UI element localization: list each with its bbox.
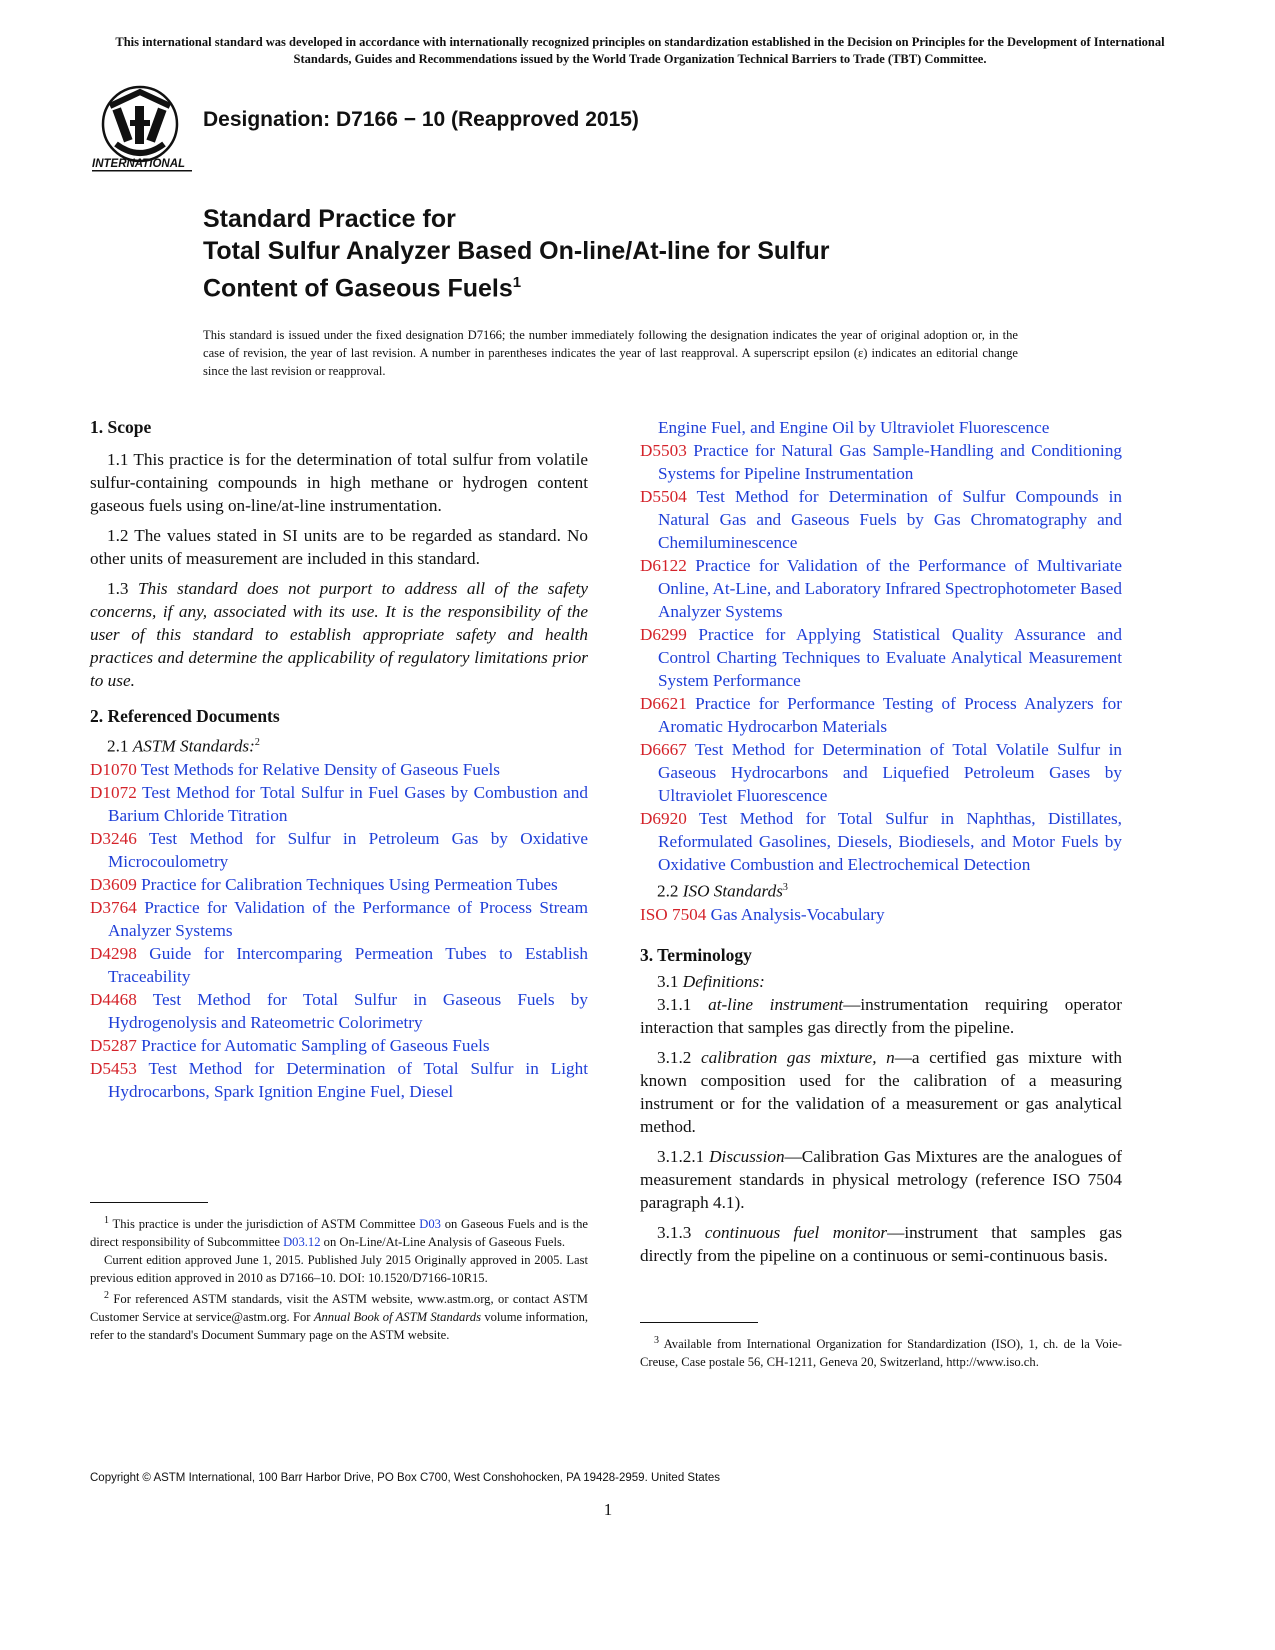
wto-notice: This international standard was developed in accordance with internationally recognized principles on standardization established in the Decision on Principles for the Development of International Standards, Guides and Recommendations issued by the World Trade Organization Technical Barriers to Trade (TBT) Committee.	[115, 35, 1165, 66]
reference-title[interactable]: Test Method for Total Sulfur in Gaseous Fuels by Hydrogenolysis and Rateometric Colorimetry	[108, 989, 588, 1032]
reference-title[interactable]: Practice for Calibration Techniques Using Permeation Tubes	[141, 874, 558, 894]
reference-d5287[interactable]	[90, 1034, 588, 1057]
title-line-3: Content of Gaseous Fuels$^1$	[203, 274, 522, 303]
reference-title[interactable]: Test Method for Determination of Sulfur Compounds in Natural Gas and Gaseous Fuels by Gas Chromatography and Chemiluminescence	[658, 487, 1122, 552]
reference-code[interactable]: D3246	[90, 828, 137, 848]
title-footnote-marker[interactable]: 1	[512, 274, 522, 291]
reference-iso-7504[interactable]: ISO 7504 Gas Analysis-Vocabulary	[640, 904, 885, 924]
link-d03-12[interactable]: D03.12	[283, 1235, 321, 1250]
section-referenced-heading: 2. Referenced Documents	[90, 706, 280, 726]
reference-title[interactable]: Test Method for Total Sulfur in Fuel Gases by Combustion and Barium Chloride Titration	[108, 782, 588, 825]
scope-1-1: 1.1 This practice is for the determination of total sulfur from volatile sulfur-containing compounds in high methane or hydrogen content gaseous fuels using on-line/at-line instrumentation.	[90, 450, 588, 515]
iso-standards-label: 2.2 ISO Standards$^3$	[657, 881, 788, 901]
reference-title[interactable]: Test Method for Determination of Total Sulfur in Light Hydrocarbons, Spark Ignition Engine Fuel, Diesel	[108, 1058, 588, 1101]
reference-code[interactable]: D5504	[640, 487, 687, 506]
reference-title[interactable]: Test Methods for Relative Density of Gaseous Fuels	[140, 759, 500, 779]
right-reference-list	[640, 439, 1122, 876]
reference-code[interactable]: D5453	[90, 1058, 137, 1078]
reference-d3246[interactable]	[90, 827, 588, 873]
issued-note: This standard is issued under the fixed designation D7166; the number immediately following the designation indicates the year of original adoption or, in the case of revision, the year of last revision. A number in parentheses indicates the year of last reapproval. A superscript epsilon (ε) indicates an editorial change since the last revision or reapproval.	[203, 328, 1018, 378]
reference-title[interactable]: Test Method for Total Sulfur in Naphthas, Distillates, Reformulated Gasolines, Diesels, Biodiesels, and Motor Fuels by Oxidative Combustion and Electrochemical Detection	[658, 809, 1122, 874]
reference-d6667[interactable]	[640, 738, 1122, 807]
reference-d6299[interactable]	[640, 623, 1122, 692]
reference-code[interactable]: D3764	[90, 897, 137, 917]
reference-title[interactable]: Guide for Intercomparing Permeation Tubes to Establish Traceability	[108, 943, 588, 986]
reference-title[interactable]: Practice for Performance Testing of Process Analyzers for Aromatic Hydrocarbon Materials	[658, 694, 1122, 736]
copyright-footer: Copyright © ASTM International, 100 Barr Harbor Drive, PO Box C700, West Conshohocken, PA 19428-2959. United States	[90, 1472, 721, 1484]
title-line-1: Standard Practice for	[203, 205, 456, 233]
reference-code[interactable]: D5287	[90, 1035, 137, 1055]
reference-title[interactable]: Test Method for Sulfur in Petroleum Gas by Oxidative Microcoulometry	[108, 828, 588, 871]
reference-d6621[interactable]	[640, 692, 1122, 738]
astm-standards-label: 2.1 ASTM Standards:$^2$	[107, 736, 260, 756]
astm-logo	[88, 84, 200, 180]
reference-code[interactable]: D6299	[640, 625, 687, 644]
astm-logo-icon	[88, 84, 200, 180]
reference-title[interactable]: Practice for Automatic Sampling of Gaseous Fuels	[141, 1035, 490, 1055]
reference-title[interactable]: Practice for Validation of the Performance of Multivariate Online, At-Line, and Laboratory Infrared Spectrophotometer Based Analyzer Systems	[658, 556, 1122, 621]
footnote-2: $^2$ For referenced ASTM standards, visit the ASTM website, www.astm.org, or contact ASTM Customer Service at service@astm.org. For Annual Book of ASTM Standards volume information, refer to the standard's Document Summary page on the ASTM website.	[90, 1290, 589, 1343]
reference-code[interactable]: D1070	[90, 759, 137, 779]
reference-d6920[interactable]	[640, 807, 1122, 876]
section-scope-heading: 1. Scope	[90, 417, 152, 437]
left-reference-list	[90, 758, 588, 1103]
reference-d6122[interactable]	[640, 554, 1122, 623]
reference-d5504[interactable]	[640, 485, 1122, 554]
reference-code[interactable]: D6667	[640, 740, 687, 759]
designation: Designation: D7166 − 10 (Reapproved 2015)	[203, 108, 639, 131]
footnote-1-edition: Current edition approved June 1, 2015. Published July 2015 Originally approved in 2005. Last previous edition approved in 2010 as D7166–10. DOI: 10.1520/D7166-10R15.	[90, 1253, 588, 1286]
link-d03[interactable]: D03	[419, 1217, 441, 1232]
reference-d5453-continued[interactable]: Engine Fuel, and Engine Oil by Ultraviolet Fluorescence	[658, 418, 1050, 437]
footnote-3: $^3$ Available from International Organization for Standardization (ISO), 1, ch. de la Voie-Creuse, Case postale 56, CH-1211, Geneva 20, Switzerland, http://www.iso.ch.	[640, 1335, 1122, 1370]
reference-d3609[interactable]	[90, 873, 588, 896]
reference-d5503[interactable]	[640, 439, 1122, 485]
term-calibration-gas-mixture: 3.1.2 calibration gas mixture, n—a certified gas mixture with known composition used for the calibration of a measuring instrument or for the validation of a measurement or gas analytical method.	[640, 1047, 1122, 1136]
reference-code[interactable]: D6122	[640, 556, 687, 575]
reference-d1070[interactable]	[90, 758, 588, 781]
definitions-label: 3.1 Definitions:	[657, 971, 765, 991]
reference-title[interactable]: Test Method for Determination of Total Volatile Sulfur in Gaseous Hydrocarbons and Liquefied Petroleum Gases by Ultraviolet Fluorescence	[658, 740, 1122, 805]
scope-1-3: 1.3 This standard does not purport to address all of the safety concerns, if any, associated with its use. It is the responsibility of the user of this standard to establish appropriate safety and health practices and determine the applicability of regulatory limitations prior to use.	[90, 579, 589, 690]
reference-d5453[interactable]	[90, 1057, 588, 1103]
right-footnotes	[640, 1322, 1122, 1371]
footnote-1: $^1$ This practice is under the jurisdiction of ASTM Committee D03 on Gaseous Fuels and is the direct responsibility of Subcommittee D03.12 on On-Line/At-Line Analysis of Gaseous Fuels.	[90, 1215, 589, 1250]
reference-code[interactable]: D4298	[90, 943, 137, 963]
reference-code[interactable]: D6621	[640, 694, 687, 713]
page-number: 1	[603, 1500, 613, 1519]
reference-d4298[interactable]	[90, 942, 588, 988]
section-terminology-heading: 3. Terminology	[640, 944, 752, 965]
document-title	[203, 203, 829, 304]
reference-d3764[interactable]	[90, 896, 588, 942]
term-at-line-instrument: 3.1.1 at-line instrument—instrumentation requiring operator interaction that samples gas directly from the pipeline.	[640, 994, 1122, 1037]
term-discussion: 3.1.2.1 Discussion—Calibration Gas Mixtures are the analogues of measurement standards in physical metrology (reference ISO 7504 paragraph 4.1).	[640, 1146, 1123, 1212]
reference-title[interactable]: Practice for Natural Gas Sample-Handling and Conditioning Systems for Pipeline Instrumentation	[658, 441, 1123, 483]
scope-1-2: 1.2 The values stated in SI units are to be regarded as standard. No other units of measurement are included in this standard.	[90, 526, 588, 568]
left-footnotes	[90, 1202, 588, 1344]
reference-title[interactable]: Practice for Applying Statistical Quality Assurance and Control Charting Techniques to Evaluate Analytical Measurement System Performance	[658, 625, 1122, 690]
reference-d1072[interactable]	[90, 781, 588, 827]
left-column	[90, 416, 588, 1103]
right-column	[640, 416, 1122, 1274]
reference-title[interactable]: Practice for Validation of the Performance of Process Stream Analyzer Systems	[108, 897, 589, 940]
logo-text: INTERNATIONAL	[92, 158, 186, 170]
reference-code[interactable]: D5503	[640, 441, 687, 460]
reference-code[interactable]: D3609	[90, 874, 137, 894]
term-continuous-fuel-monitor: 3.1.3 continuous fuel monitor—instrument that samples gas directly from the pipeline on a continuous or semi-continuous basis.	[640, 1222, 1123, 1265]
reference-d4468[interactable]	[90, 988, 588, 1034]
reference-code[interactable]: D1072	[90, 782, 137, 802]
title-line-2: Total Sulfur Analyzer Based On-line/At-line for Sulfur	[203, 237, 830, 265]
reference-code[interactable]: D6920	[640, 809, 687, 828]
reference-code[interactable]: D4468	[90, 989, 137, 1009]
